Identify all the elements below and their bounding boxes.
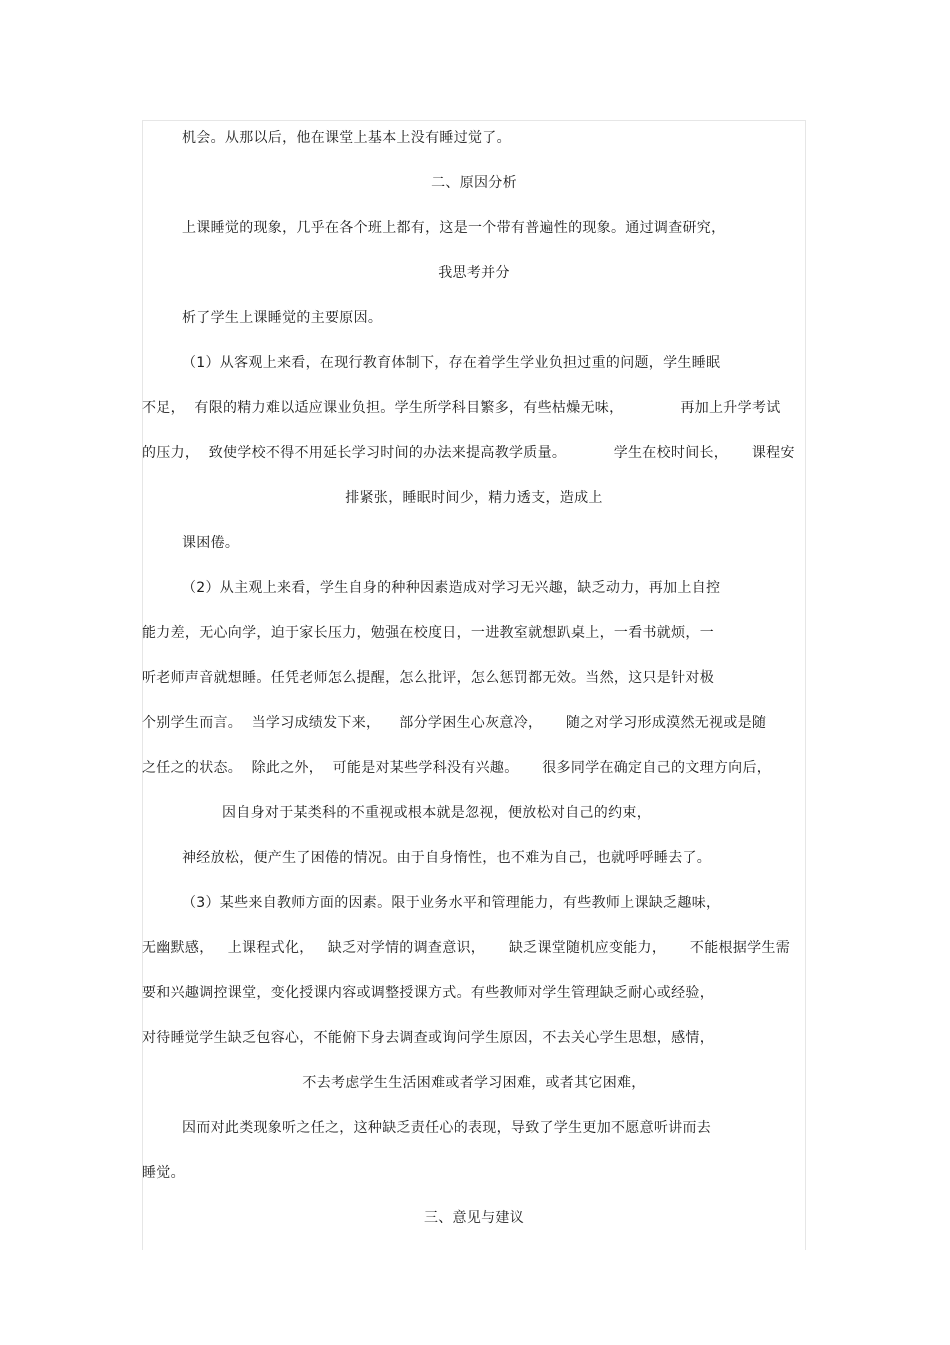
text-line: （3）某些来自教师方面的因素。限于业务水平和管理能力，有些教师上课缺乏趣味， [182, 895, 721, 911]
text-line: 对待睡觉学生缺乏包容心，不能俯下身去调查或询问学生原因，不去关心学生思想，感情， [142, 1030, 714, 1046]
text-line: 听老师声音就想睡。任凭老师怎么提醒，怎么批评，怎么惩罚都无效。当然，这只是针对极 [142, 670, 714, 686]
text-line: 之任之的状态。 除此之外， 可能是对某些学科没有兴趣。 很多同学在确定自己的文理方向后， [142, 760, 772, 776]
text-line: 无幽默感， 上课程式化， 缺乏对学情的调查意识， 缺乏课堂随机应变能力， 不能根据学生需 [142, 940, 790, 956]
text-line: 要和兴趣调控课堂，变化授课内容或调整授课方式。有些教师对学生管理缺乏耐心或经验， [142, 985, 714, 1001]
text-line: 能力差，无心向学，迫于家长压力，勉强在校度日，一进教室就想趴桌上，一看书就烦，一 [142, 625, 714, 641]
text-line: 个别学生而言。 当学习成绩发下来， 部分学困生心灰意冷， 随之对学习形成漠然无视或是随 [142, 715, 767, 731]
text-line: 不足， 有限的精力难以适应课业负担。学生所学科目繁多，有些枯燥无味， 再加上升学考试 [142, 400, 781, 416]
text-line: 不去考虑学生生活困难或者学习困难，或者其它困难， [302, 1075, 646, 1091]
text-line: 我思考并分 [438, 265, 510, 281]
text-line: 课困倦。 [182, 535, 240, 551]
text-line: 因自身对于某类科的不重视或根本就是忽视，便放松对自己的约束， [222, 805, 651, 821]
text-line: 机会。从那以后，他在课堂上基本上没有睡过觉了。 [182, 130, 511, 146]
text-line: （2）从主观上来看，学生自身的种种因素造成对学习无兴趣，缺乏动力，再加上自控 [182, 580, 721, 596]
section-heading: 二、原因分析 [431, 175, 517, 191]
text-line: 上课睡觉的现象，几乎在各个班上都有，这是一个带有普遍性的现象。通过调查研究， [182, 220, 726, 236]
text-line: （1）从客观上来看，在现行教育体制下，存在着学生学业负担过重的问题，学生睡眠 [182, 355, 721, 371]
text-line: 神经放松，便产生了困倦的情况。由于自身惰性，也不难为自己，也就呼呼睡去了。 [182, 850, 712, 866]
text-line: 因而对此类现象听之任之，这种缺乏责任心的表现，导致了学生更加不愿意听讲而去 [182, 1120, 712, 1136]
text-line: 排紧张，睡眠时间少，精力透支，造成上 [345, 490, 603, 506]
text-line: 睡觉。 [142, 1165, 185, 1181]
text-line: 析了学生上课睡觉的主要原因。 [182, 310, 383, 326]
text-line: 的压力， 致使学校不得不用延长学习时间的办法来提高教学质量。 学生在校时间长， 课程安 [142, 445, 795, 461]
section-heading: 三、意见与建议 [423, 1210, 525, 1226]
